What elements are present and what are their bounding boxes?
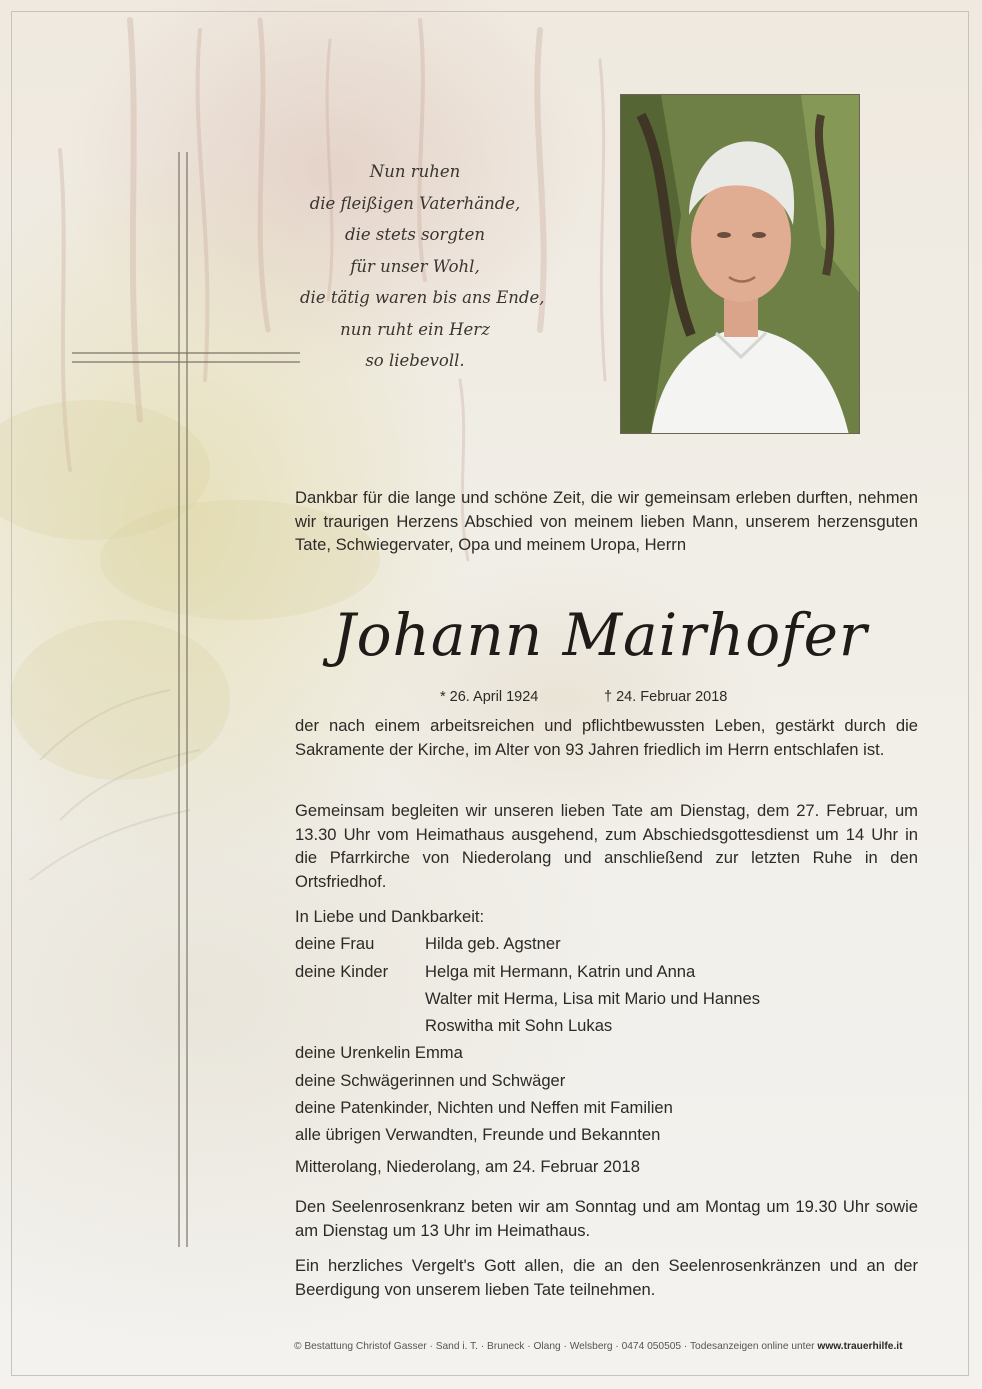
family-list	[295, 903, 918, 1149]
death-date: † 24. Februar 2018	[604, 689, 728, 705]
poem-line: so liebevoll.	[365, 351, 465, 370]
family-row	[295, 985, 918, 1012]
family-line: deine Schwägerinnen und Schwäger	[295, 1070, 566, 1090]
family-row	[295, 930, 918, 957]
birth-date: * 26. April 1924	[440, 689, 539, 705]
poem-line: die tätig waren bis ans Ende,	[300, 288, 545, 307]
family-names: Hilda geb. Agstner	[425, 934, 561, 954]
family-relation	[295, 1012, 425, 1039]
family-row	[295, 958, 918, 985]
family-line: deine Patenkinder, Nichten und Neffen mit Familien	[295, 1098, 673, 1118]
family-relation	[295, 985, 425, 1012]
thanks-text: Ein herzliches Vergelt's Gott allen, die an den Seelenrosenkränzen und an der Beerdigung von unserem lieben Tate teilnehmen.	[295, 1256, 918, 1299]
family-heading: In Liebe und Dankbarkeit:	[295, 907, 485, 926]
memorial-poem	[300, 156, 545, 377]
family-names: Roswitha mit Sohn Lukas	[425, 1016, 613, 1036]
portrait-photo	[620, 94, 860, 434]
funeral-paragraph: Gemeinsam begleiten wir unseren lieben Tate am Dienstag, dem 27. Februar, um 13.30 Uhr vom Heimathaus ausgehend, zum Abschiedsgottesdienst um 14 Uhr in die Pfarrkirche von Niederolang und anschließend zur letzten Ruhe in den Ortsfriedhof.	[295, 801, 918, 891]
footer-link[interactable]: www.trauerhilfe.it	[817, 1341, 903, 1352]
family-line: alle übrigen Verwandten, Freunde und Bekannten	[295, 1125, 661, 1145]
poem-line: nun ruht ein Herz	[340, 319, 490, 339]
place-date: Mitterolang, Niederolang, am 24. Februar 2018	[295, 1157, 640, 1176]
poem-line: Nun ruhen	[369, 162, 461, 181]
intro-text: Dankbar für die lange und schöne Zeit, die wir gemeinsam erleben durften, nehmen wir traurigen Herzens Abschied von meinem lieben Mann, unserem herzensguten Tate, Schwiegervater, Opa und meinem Uropa, Herrn	[295, 488, 918, 554]
poem-line: für unser Wohl,	[350, 256, 480, 276]
family-names: Helga mit Hermann, Katrin und Anna	[425, 961, 696, 981]
footer-text: © Bestattung Christof Gasser · Sand i. T. · Bruneck · Olang · Welsberg · 0474 050505 · Todesanzeigen online unter	[294, 1341, 815, 1352]
life-paragraph: der nach einem arbeitsreichen und pflichtbewussten Leben, gestärkt durch die Sakramente der Kirche, im Alter von 93 Jahren friedlich im Herrn entschlafen ist.	[295, 716, 918, 759]
family-names: Walter mit Herma, Lisa mit Mario und Hannes	[425, 988, 761, 1008]
footer	[294, 1341, 954, 1352]
family-relation: deine Kinder	[295, 961, 389, 981]
poem-line: die fleißigen Vaterhände,	[309, 193, 521, 213]
family-relation: deine Frau	[295, 934, 375, 954]
rosary-text: Den Seelenrosenkranz beten wir am Sonntag und am Montag um 19.30 Uhr sowie am Dienstag um 13 Uhr im Heimathaus.	[295, 1197, 918, 1240]
deceased-name: Johann Mairhofer	[332, 601, 868, 669]
family-line: deine Urenkelin Emma	[295, 1043, 463, 1063]
family-row	[295, 1012, 918, 1039]
poem-line: die stets sorgten	[345, 225, 485, 244]
